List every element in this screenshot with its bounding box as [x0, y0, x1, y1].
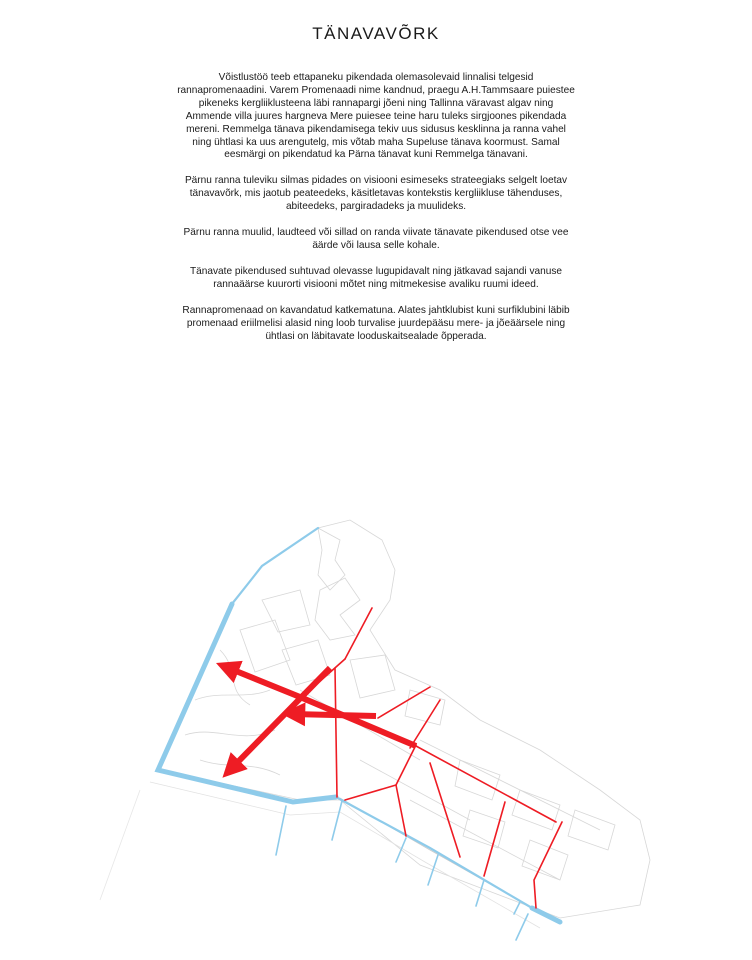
base-map [100, 520, 650, 928]
street-network-map [0, 500, 752, 960]
outline-block-5 [405, 690, 445, 725]
outline-block-9 [463, 810, 505, 848]
paragraph-promenade: Rannapromenaad on kavandatud katkematuna. Alates jahtklubist kuni surfiklubini läbib promenaad eriilmelisi alasid ning loob turvalise juurdepääsu mere- ja jõeäärsele ning ühtlasi on läbitavate looduskaitsealade õpperada. [182, 304, 570, 342]
outline-extension-tail [100, 790, 140, 900]
paragraph-street-extensions: Võistlustöö teeb ettapaneku pikendada olemasolevaid linnalisi telgesid rannapromenaadini. Varem Promenaadi nime kandnud, praegu A.H.Tammsaare puiestee pikeneks kergliiklusteena läbi rannapargi jõeni ning Tallinna väravast algav ning Ammende villa juures hargneva Mere puiesee teine haru tuleks sirgjoones pikendada mereni. Remmelga tänava pikendamisega tekiv uus sidusus kesklinna ja ranna vahel ning ühtlasi ka uus arengutelg, mis võtab maha Supeluse tänava koormust. Samal eesmärgi on pikendatud ka Pärna tänavat kuni Remmelga tänavani. [177, 72, 575, 161]
street-line-1 [345, 608, 372, 659]
paragraph-piers: Pärnu ranna muulid, laudteed või sillad on randa viivate tänavate pikendused otse vee äärde või lausa selle kohale. [183, 227, 569, 251]
paragraph-continuity: Tänavate pikendused suhtuvad olevasse lugupidavalt ning jätkavad sajandi vanuse rannaäärse kuurorti visiooni mõtet ning mitmekesise avaliku ruumi ideed. [189, 265, 563, 290]
street-line-10 [430, 763, 460, 857]
outline-block-10 [522, 840, 568, 880]
outline-block-1 [240, 620, 290, 672]
street-line-6 [345, 785, 396, 800]
pier-6 [514, 902, 520, 914]
pier-5 [476, 880, 484, 906]
street-line-3 [335, 668, 337, 797]
outline-block-7 [512, 790, 560, 830]
description-text [176, 72, 576, 356]
street-line-5 [396, 745, 416, 785]
outline-block-2 [262, 590, 310, 632]
main-axes-layer [226, 667, 416, 770]
outline-yacht-harbour [318, 528, 345, 590]
street-line-12 [534, 822, 562, 908]
street-line-4 [378, 687, 430, 718]
page-title: TÄNAVAVÕRK [312, 24, 440, 43]
paragraph-street-network: Pärnu ranna tuleviku silmas pidades on visiooni esimeseks strateegiaks selgelt loetav tänavavõrk, mis jaotub peateedeks, käsitletavas kontekstis kergliikluse tähenduses, abiteedeks, pargiradadeks ja muulideks. [184, 175, 568, 213]
pier-1 [276, 806, 286, 855]
outline-block-4 [350, 655, 395, 698]
pier-2 [332, 801, 342, 840]
promenade-thin-north [232, 528, 318, 604]
outline-park-path-1 [195, 690, 270, 700]
street-line-7 [396, 785, 406, 836]
arrow-diagonal [230, 668, 330, 770]
outline-block-8 [568, 810, 615, 850]
street-line-11 [484, 802, 505, 876]
arrow-middle [292, 714, 376, 716]
promenade-layer [158, 528, 560, 940]
promenade-thick-east [532, 908, 560, 922]
outline-beach [160, 770, 545, 915]
pier-4 [428, 855, 438, 885]
outline-land [160, 520, 650, 918]
outline-fortification [315, 578, 360, 640]
